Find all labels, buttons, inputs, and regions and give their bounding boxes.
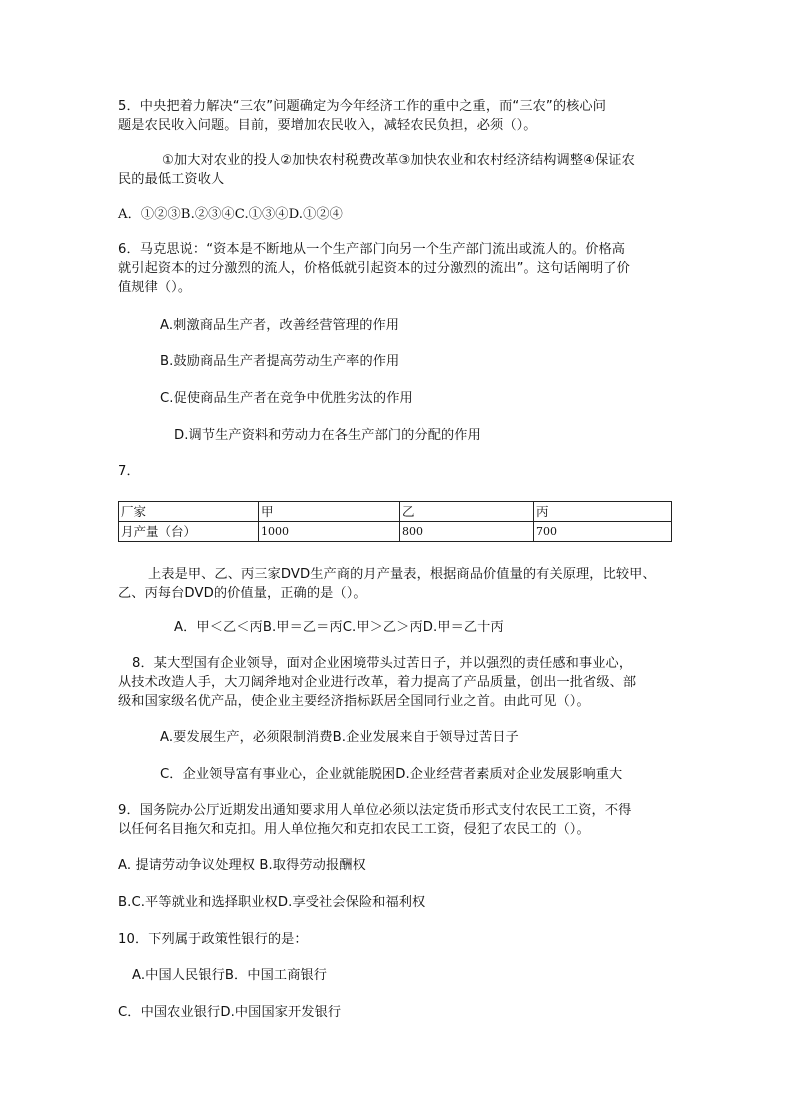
table-cell: 月产量（台） bbox=[119, 522, 259, 542]
table-cell: 700 bbox=[534, 522, 672, 542]
question-6-option-c: C.促使商品生产者在竞争中优胜劣汰的作用 bbox=[160, 391, 413, 406]
question-10-options-ab: A.中国人民银行B．中国工商银行 bbox=[132, 968, 328, 983]
production-table bbox=[118, 501, 672, 542]
table-cell: 1000 bbox=[259, 522, 400, 542]
question-6-option-b: B.鼓励商品生产者提高劳动生产率的作用 bbox=[160, 354, 400, 369]
question-9-options-cd: B.C.平等就业和选择职业权D.享受社会保险和福利权 bbox=[118, 895, 426, 910]
table-cell: 800 bbox=[400, 522, 534, 542]
table-row bbox=[119, 522, 672, 542]
question-7-text-line-1: 上表是甲、乙、丙三家DVD生产商的月产量表，根据商品价值量的有关原理，比较甲、 bbox=[148, 567, 656, 582]
question-7-number: 7． bbox=[118, 464, 140, 479]
question-8-line-3: 级和国家级名优产品，使企业主要经济指标跃居全国同行业之首。由此可见（）。 bbox=[118, 694, 590, 709]
question-8-options-cd: C．企业领导富有事业心，企业就能脱困D.企业经营者素质对企业发展影响重大 bbox=[160, 767, 623, 782]
question-6-line-3: 值规律（）。 bbox=[118, 280, 192, 295]
table-header-row bbox=[119, 502, 672, 522]
table-header-cell: 厂家 bbox=[119, 502, 259, 522]
question-9-options-ab: A. 提请劳动争议处理权 B.取得劳动报酬权 bbox=[118, 858, 366, 873]
question-5-items-line-1: ①加大对农业的投人②加快农村税费改革③加快农业和农村经济结构调整④保证农 bbox=[162, 153, 635, 168]
question-5-items-line-2: 民的最低工资收人 bbox=[118, 172, 225, 187]
question-6-line-2: 就引起资本的过分激烈的流人，价格低就引起资本的过分激烈的流出”。这句话阐明了价 bbox=[118, 261, 630, 276]
table-header-cell: 丙 bbox=[534, 502, 672, 522]
question-9-line-1: 9．国务院办公厅近期发出通知要求用人单位必须以法定货币形式支付农民工工资，不得 bbox=[118, 803, 632, 818]
question-5-line-2: 题是农民收入问题。目前，要增加农民收入，减轻农民负担，必须（）。 bbox=[118, 118, 537, 133]
question-10-options-cd: C．中国农业银行D.中国国家开发银行 bbox=[118, 1005, 342, 1020]
question-8-line-1: 8．某大型国有企业领导，面对企业困境带头过苦日子，并以强烈的责任感和事业心， bbox=[132, 656, 633, 671]
question-8-options-ab: A.要发展生产，必须限制消费B.企业发展来自于领导过苦日子 bbox=[160, 730, 519, 745]
question-7-options: A．甲＜乙＜丙B.甲＝乙＝丙C.甲＞乙＞丙D.甲＝乙十丙 bbox=[174, 620, 504, 635]
question-5-line-1: 5．中央把着力解决“三农”问题确定为今年经济工作的重中之重，而“三农”的核心问 bbox=[118, 99, 606, 114]
question-6-option-d: D.调节生产资料和劳动力在各生产部门的分配的作用 bbox=[174, 428, 481, 443]
question-8-line-2: 从技术改造人手，大刀阔斧地对企业进行改革，着力提高了产品质量，创出一批省级、部 bbox=[118, 675, 637, 690]
question-6-line-1: 6．马克思说：“资本是不断地从一个生产部门向另一个生产部门流出或流人的。价格高 bbox=[118, 242, 626, 257]
question-6-option-a: A.刺激商品生产者，改善经营管理的作用 bbox=[160, 318, 400, 333]
question-7-text-line-2: 乙、丙每台DVD的价值量，正确的是（）。 bbox=[118, 586, 367, 601]
question-10-line-1: 10．下列属于政策性银行的是： bbox=[118, 932, 308, 947]
question-9-line-2: 以任何名目拖欠和克扣。用人单位拖欠和克扣农民工工资，侵犯了农民工的（）。 bbox=[118, 822, 590, 837]
question-5-options: A．①②③B.②③④C.①③④D.①②④ bbox=[118, 207, 343, 222]
table-header-cell: 乙 bbox=[400, 502, 534, 522]
table-header-cell: 甲 bbox=[259, 502, 400, 522]
